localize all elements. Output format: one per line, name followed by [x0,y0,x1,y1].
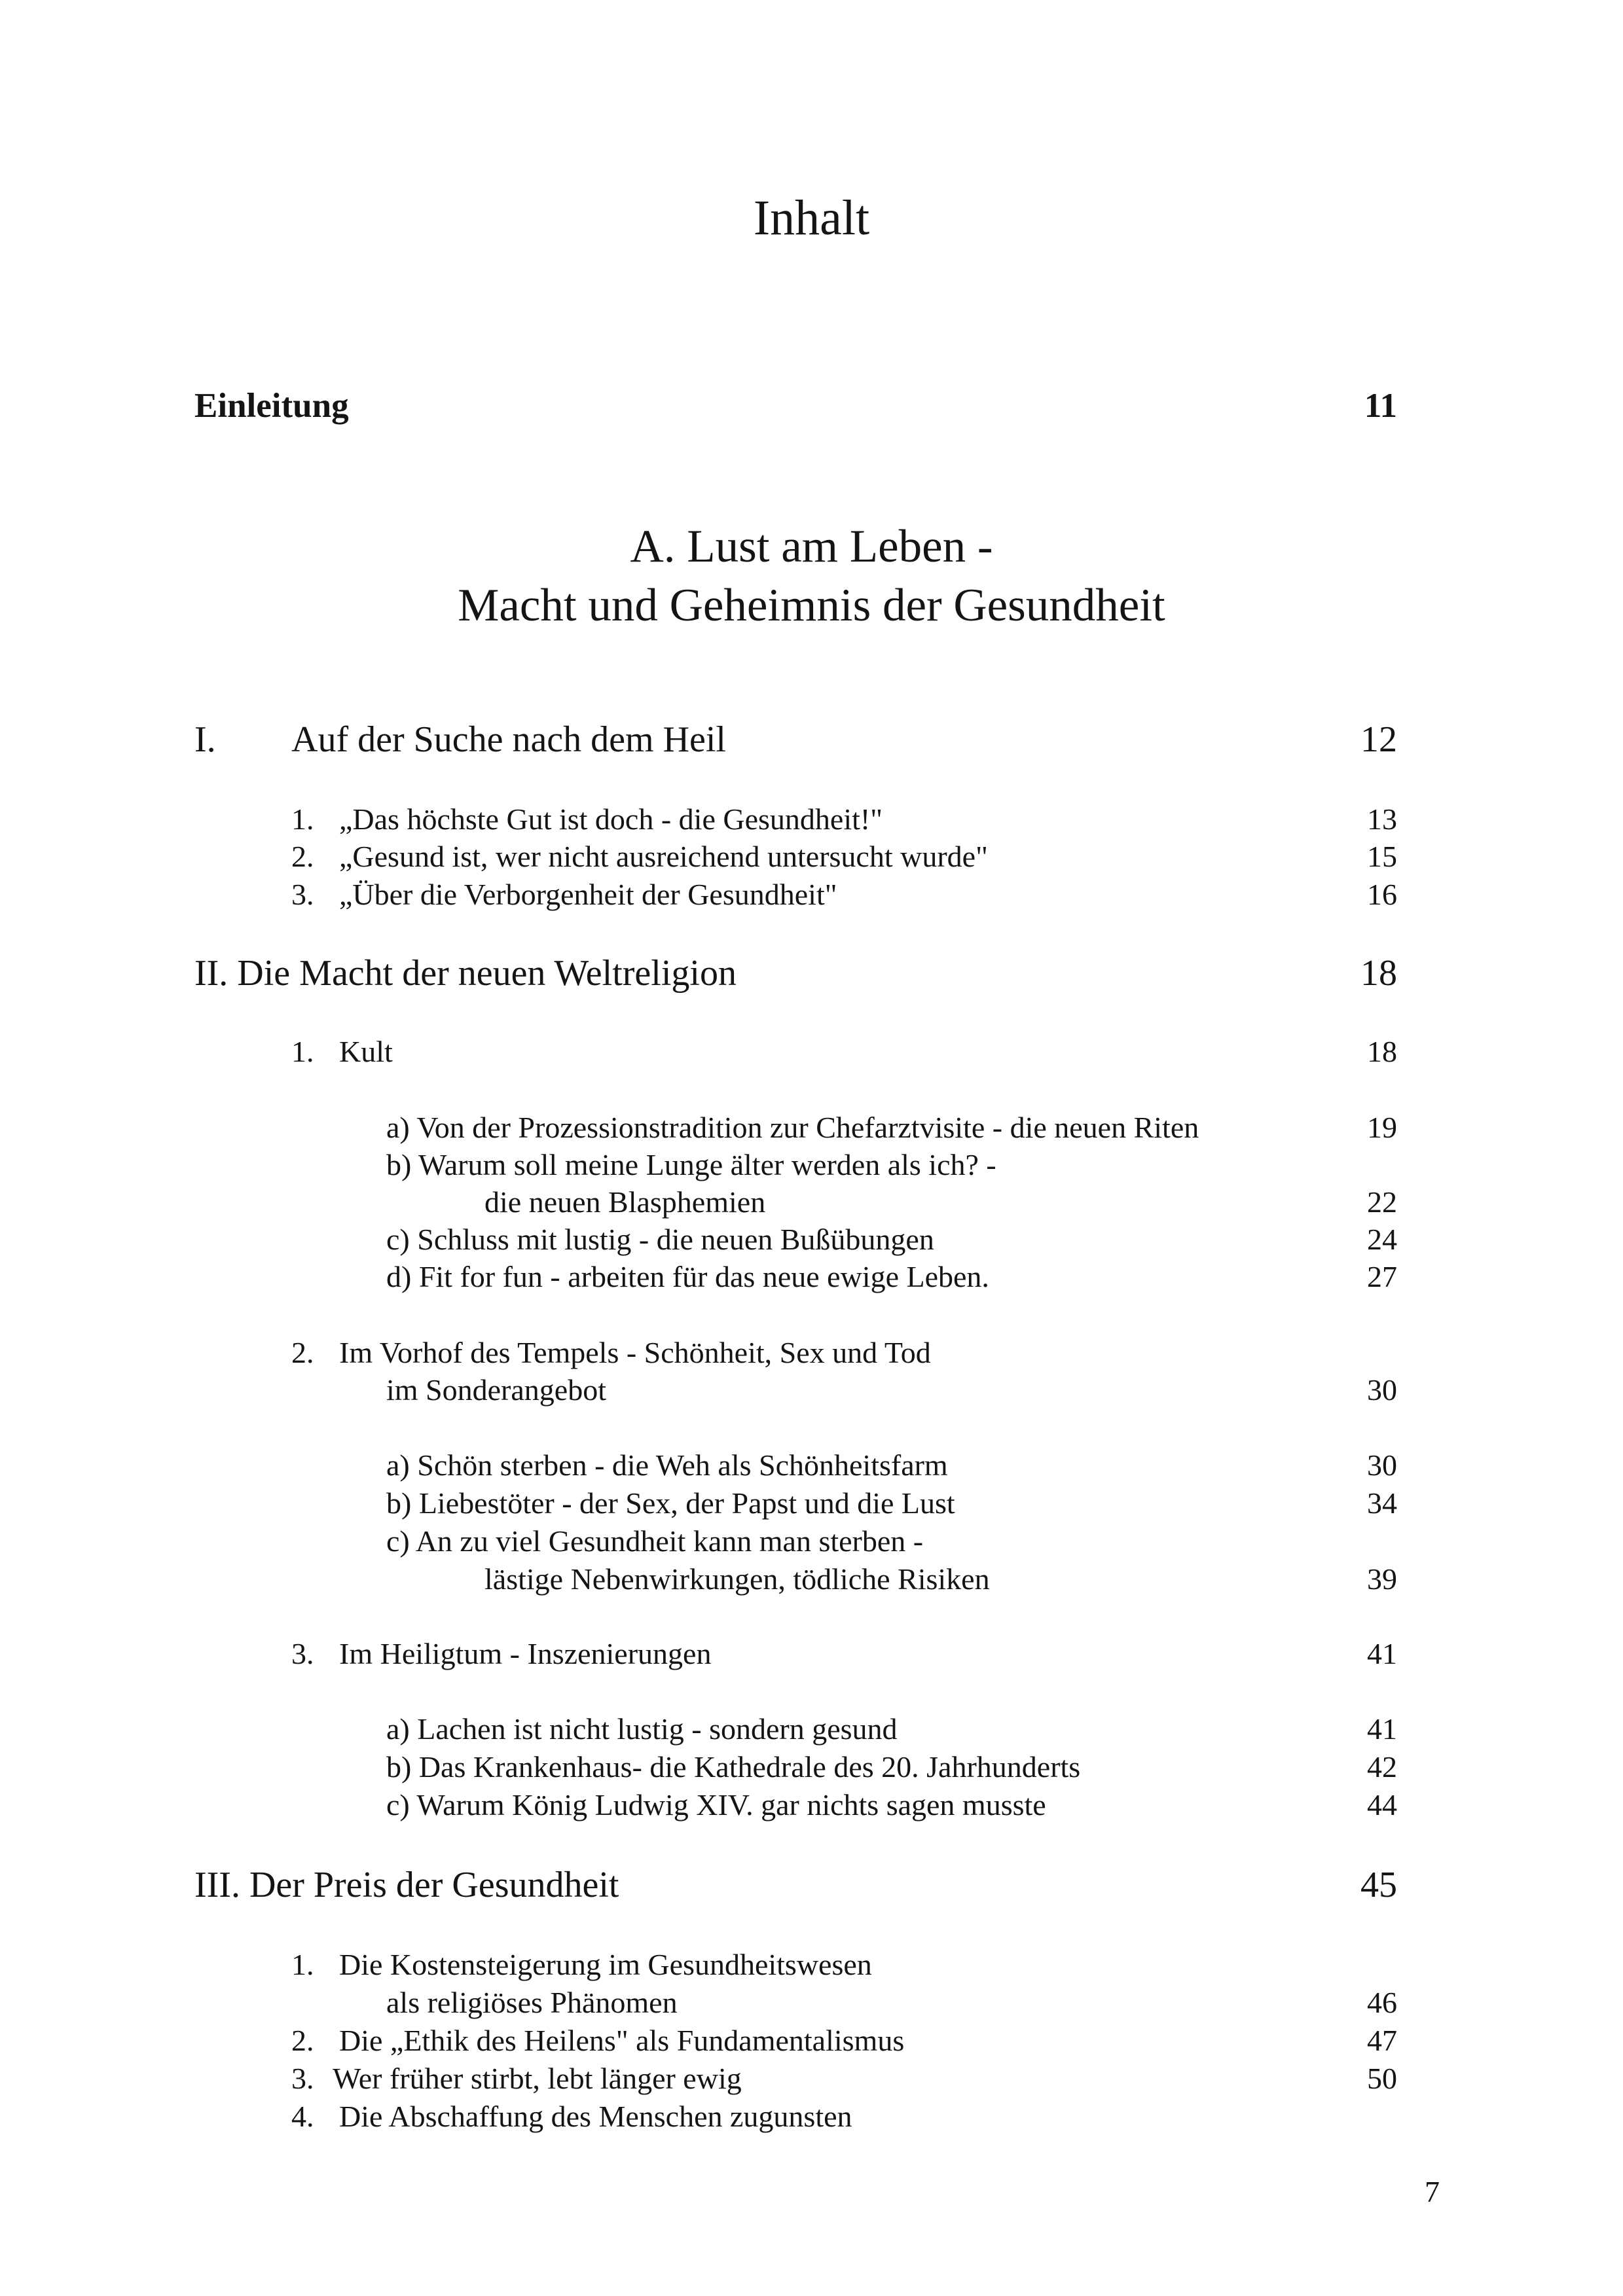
toc-subitem-text: b) Das Krankenhaus- die Kathedrale des 20. Jahrhunderts [386,1750,1081,1784]
toc-item-page: 47 [1367,2024,1397,2057]
toc-subitem-page: 24 [1367,1223,1397,1256]
toc-item-text: Kult [339,1035,393,1068]
chapter-3-title: III. Der Preis der Gesundheit [194,1865,619,1905]
toc-subitem-page: 41 [1367,1712,1397,1746]
toc-subitem-text: a) Lachen ist nicht lustig - sondern gesund [386,1712,898,1746]
toc-item-number: 1. [291,1948,314,1981]
toc-subitem-text: a) Schön sterben - die Weh als Schönheitsfarm [386,1448,948,1482]
toc-item-text: „Gesund ist, wer nicht ausreichend untersucht wurde" [339,840,988,873]
toc-item-text: Wer früher stirbt, lebt länger ewig [333,2062,742,2095]
toc-item-text: „Das höchste Gut ist doch - die Gesundheit!" [339,802,883,836]
toc-item-text: Die Abschaffung des Menschen zugunsten [339,2100,852,2133]
chapter-2-page: 18 [1360,953,1397,994]
toc-item-number: 1. [291,802,314,836]
toc-item-page: 15 [1367,840,1397,873]
toc-item-text: Im Heiligtum - Inszenierungen [339,1637,712,1670]
toc-item-number: 3. [291,2062,314,2095]
toc-intro-label: Einleitung [194,387,349,425]
toc-item-page: 46 [1367,1986,1397,2019]
toc-subitem-page: 39 [1367,1562,1397,1596]
toc-subitem-continuation: lästige Nebenwirkungen, tödliche Risiken [484,1562,990,1596]
toc-subitem-page: 30 [1367,1448,1397,1482]
page-number: 7 [1425,2175,1440,2208]
part-heading-line2: Macht und Geheimnis der Gesundheit [458,580,1165,631]
toc-subitem-text: c) An zu viel Gesundheit kann man sterben - [386,1524,924,1558]
toc-subitem-text: a) Von der Prozessionstradition zur Chefarztvisite - die neuen Riten [386,1111,1199,1144]
toc-item-text: Die „Ethik des Heilens" als Fundamentalismus [339,2024,905,2057]
toc-subitem-continuation: die neuen Blasphemien [484,1185,766,1219]
chapter-1-number: I. [194,719,216,760]
toc-subitem-text: c) Schluss mit lustig - die neuen Bußübungen [386,1223,934,1256]
toc-subitem-text: b) Warum soll meine Lunge älter werden als ich? - [386,1148,996,1181]
toc-subitem-page: 34 [1367,1486,1397,1520]
toc-subitem-page: 42 [1367,1750,1397,1784]
chapter-1-page: 12 [1360,719,1397,760]
toc-item-text: Die Kostensteigerung im Gesundheitswesen [339,1948,872,1981]
toc-item-text: „Über die Verborgenheit der Gesundheit" [339,878,837,911]
toc-subitem-page: 19 [1367,1111,1397,1144]
toc-item-number: 3. [291,1637,314,1670]
toc-item-page: 18 [1367,1035,1397,1068]
toc-subitem-page: 22 [1367,1185,1397,1219]
toc-subitem-page: 44 [1367,1788,1397,1821]
toc-item-text: Im Vorhof des Tempels - Schönheit, Sex und Tod [339,1336,931,1369]
toc-intro-page: 11 [1364,387,1397,425]
toc-item-page: 30 [1367,1373,1397,1407]
toc-item-page: 50 [1367,2062,1397,2095]
chapter-1-title: Auf der Suche nach dem Heil [291,719,726,760]
toc-item-page: 13 [1367,802,1397,836]
chapter-3-page: 45 [1360,1865,1397,1905]
part-heading-line1: A. Lust am Leben - [630,521,993,572]
toc-item-continuation: im Sonderangebot [386,1373,606,1407]
page-title: Inhalt [753,190,870,245]
toc-item-page: 41 [1367,1637,1397,1670]
toc-item-page: 16 [1367,878,1397,911]
toc-item-number: 3. [291,878,314,911]
toc-item-number: 2. [291,840,314,873]
toc-item-number: 2. [291,2024,314,2057]
toc-item-continuation: als religiöses Phänomen [386,1986,678,2019]
toc-item-number: 2. [291,1336,314,1369]
chapter-2-title: II. Die Macht der neuen Weltreligion [194,953,737,994]
toc-subitem-text: d) Fit for fun - arbeiten für das neue ewige Leben. [386,1260,989,1293]
toc-item-number: 4. [291,2100,314,2133]
toc-item-number: 1. [291,1035,314,1068]
toc-subitem-text: b) Liebestöter - der Sex, der Papst und die Lust [386,1486,955,1520]
toc-subitem-text: c) Warum König Ludwig XIV. gar nichts sagen musste [386,1788,1046,1821]
toc-subitem-page: 27 [1367,1260,1397,1293]
